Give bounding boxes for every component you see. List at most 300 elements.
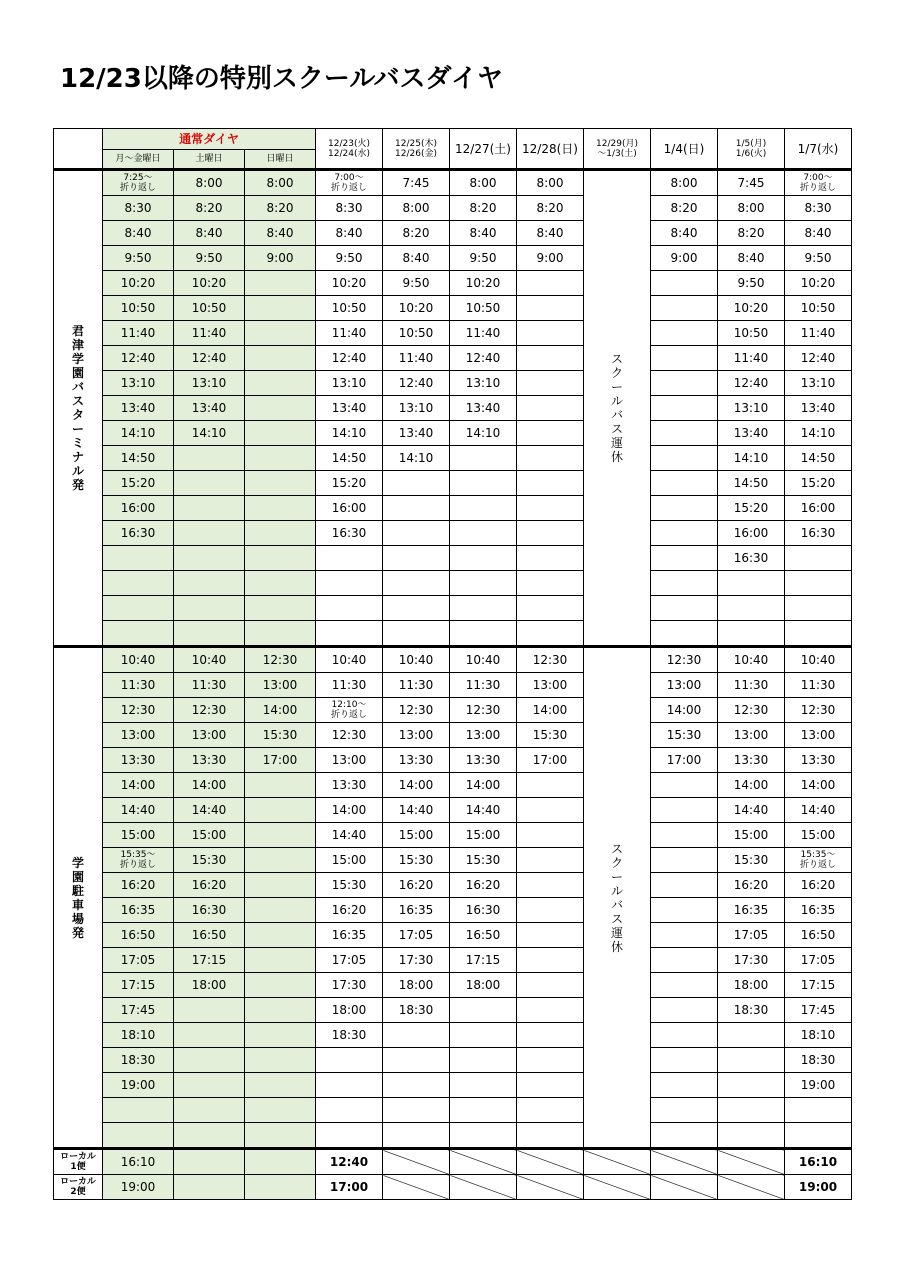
time-cell [718,621,785,647]
terminal-row [54,221,852,246]
time-cell: 13:10 [383,396,450,421]
time-cell: 13:00 [517,673,584,698]
time-cell: 12:30 [785,698,852,723]
time-cell: 13:10 [103,371,174,396]
terminal-row [54,396,852,421]
no-service-cell [383,1149,450,1175]
parking-row [54,823,852,848]
time-cell: 10:40 [316,647,383,673]
parking-row [54,698,852,723]
local-row [54,1149,852,1175]
time-cell: 8:00 [450,170,517,196]
time-cell [383,1023,450,1048]
time-cell [651,396,718,421]
time-cell [517,571,584,596]
time-cell: 16:50 [450,923,517,948]
time-cell: 16:35 [718,898,785,923]
parking-row [54,973,852,998]
time-cell [785,1123,852,1149]
time-cell [651,546,718,571]
time-cell: 14:50 [718,471,785,496]
time-cell [245,823,316,848]
terminal-row [54,296,852,321]
regular-day-header: 土曜日 [174,150,245,170]
time-cell [450,496,517,521]
time-cell: 15:20 [103,471,174,496]
time-cell [383,496,450,521]
time-cell: 11:30 [316,673,383,698]
time-cell: 15:20 [785,471,852,496]
parking-row [54,1098,852,1123]
time-cell: 8:00 [651,170,718,196]
time-cell [174,1048,245,1073]
no-service-cell [517,1175,584,1200]
time-cell: 16:30 [718,546,785,571]
time-cell [517,496,584,521]
terminal-row [54,371,852,396]
time-cell: 17:45 [785,998,852,1023]
date-header: 1/4(日) [651,129,718,170]
time-cell [517,923,584,948]
time-cell: 17:00 [517,748,584,773]
time-cell [651,1023,718,1048]
time-cell: 15:30 [245,723,316,748]
time-cell [383,621,450,647]
time-cell: 19:00 [785,1073,852,1098]
time-cell: 15:30 [450,848,517,873]
time-cell [245,848,316,873]
page-title: 12/23以降の特別スクールバスダイヤ [60,64,503,94]
time-cell: 17:05 [718,923,785,948]
time-cell [174,496,245,521]
time-cell: 16:30 [785,521,852,546]
parking-row [54,923,852,948]
terminal-row [54,196,852,221]
time-cell: 12:30 [651,647,718,673]
time-cell: 17:15 [103,973,174,998]
time-cell [517,898,584,923]
time-cell: 10:50 [718,321,785,346]
time-cell [517,873,584,898]
time-cell: 19:00 [103,1073,174,1098]
terminal-row [54,471,852,496]
time-cell: 17:05 [103,948,174,973]
time-cell: 13:40 [450,396,517,421]
time-cell: 16:20 [718,873,785,898]
time-cell [450,1098,517,1123]
time-cell [316,621,383,647]
time-cell [450,446,517,471]
time-cell [517,823,584,848]
no-service-cell [245,1149,316,1175]
time-cell [450,1048,517,1073]
time-cell: 13:30 [174,748,245,773]
time-cell: 18:30 [383,998,450,1023]
time-cell: 16:30 [450,898,517,923]
time-cell: 8:00 [174,170,245,196]
time-cell: 9:50 [785,246,852,271]
time-cell [383,471,450,496]
time-cell [103,546,174,571]
time-cell [517,446,584,471]
time-cell [174,1023,245,1048]
time-cell: 13:40 [383,421,450,446]
time-cell [651,421,718,446]
time-cell: 16:20 [174,873,245,898]
time-cell: 8:40 [450,221,517,246]
time-cell: 12:40 [383,371,450,396]
time-cell [383,521,450,546]
time-cell: 11:40 [383,346,450,371]
time-cell: 10:20 [103,271,174,296]
time-cell [651,371,718,396]
time-cell [174,446,245,471]
time-cell [245,773,316,798]
time-cell [383,571,450,596]
no-service-cell [584,1175,651,1200]
time-cell: 13:30 [450,748,517,773]
time-cell: 15:30 [651,723,718,748]
time-cell: 11:30 [174,673,245,698]
time-cell [718,1048,785,1073]
time-cell [245,371,316,396]
time-cell [517,1098,584,1123]
time-cell: 9:00 [651,246,718,271]
time-cell [383,1123,450,1149]
time-cell [450,621,517,647]
date-header [383,129,450,170]
time-cell: 14:40 [718,798,785,823]
time-cell: 18:00 [383,973,450,998]
time-cell [651,998,718,1023]
local-row [54,1175,852,1200]
time-cell [517,798,584,823]
time-cell: 8:20 [174,196,245,221]
time-cell: 11:30 [103,673,174,698]
terminal-row [54,446,852,471]
time-cell: 18:30 [316,1023,383,1048]
time-cell: 8:00 [245,170,316,196]
time-cell [383,1048,450,1073]
parking-row [54,1123,852,1149]
time-cell: 16:00 [718,521,785,546]
time-cell: 8:40 [316,221,383,246]
time-cell: 13:40 [316,396,383,421]
cell-text: 7:25～ 折り返し [119,173,156,193]
time-cell: 11:40 [450,321,517,346]
time-cell [718,1073,785,1098]
terminal-row [54,321,852,346]
parking-row [54,647,852,673]
time-cell [103,1123,174,1149]
local-label [54,1175,103,1200]
time-cell: 14:40 [316,823,383,848]
time-cell: 12:30 [517,647,584,673]
time-cell [174,1123,245,1149]
time-cell: 11:30 [450,673,517,698]
local-0107: 19:00 [785,1175,852,1200]
time-cell [517,973,584,998]
time-cell [245,1023,316,1048]
time-cell [450,571,517,596]
time-cell: 16:20 [103,873,174,898]
time-cell: 17:05 [316,948,383,973]
time-cell [651,446,718,471]
time-cell: 17:30 [316,973,383,998]
time-cell: 12:30 [450,698,517,723]
time-cell [174,998,245,1023]
time-cell: 14:40 [103,798,174,823]
time-cell [450,521,517,546]
cell-text: 1/5(月) 1/6(火) [735,138,767,159]
time-cell [245,321,316,346]
time-cell: 17:00 [245,748,316,773]
no-service-cell [174,1149,245,1175]
time-cell [316,170,383,196]
time-cell: 16:00 [785,496,852,521]
time-cell [651,1048,718,1073]
time-cell: 13:00 [174,723,245,748]
time-cell [517,1123,584,1149]
time-cell: 14:50 [785,446,852,471]
parking-row [54,723,852,748]
time-cell: 13:10 [174,371,245,396]
bus-timetable [53,128,852,1200]
time-cell: 15:30 [383,848,450,873]
time-cell: 14:00 [103,773,174,798]
time-cell: 8:40 [785,221,852,246]
time-cell: 9:50 [450,246,517,271]
time-cell [785,596,852,621]
header-row [54,129,852,150]
time-cell [383,546,450,571]
time-cell: 14:00 [517,698,584,723]
time-cell: 12:30 [174,698,245,723]
date-header: 12/27(土) [450,129,517,170]
time-cell: 12:30 [718,698,785,723]
time-cell: 17:15 [450,948,517,973]
time-cell: 14:40 [383,798,450,823]
time-cell [245,346,316,371]
time-cell: 16:30 [316,521,383,546]
time-cell [785,1098,852,1123]
time-cell [316,698,383,723]
parking-row [54,1023,852,1048]
local-1223: 17:00 [316,1175,383,1200]
no-service-cell [651,1175,718,1200]
time-cell: 8:40 [383,246,450,271]
time-cell [718,596,785,621]
time-cell [450,998,517,1023]
time-cell: 13:10 [718,396,785,421]
time-cell [103,621,174,647]
time-cell: 16:50 [785,923,852,948]
time-cell: 13:10 [316,371,383,396]
time-cell: 13:00 [245,673,316,698]
time-cell: 13:00 [316,748,383,773]
terminal-row [54,246,852,271]
time-cell: 14:10 [718,446,785,471]
time-cell: 15:20 [316,471,383,496]
parking-row [54,848,852,873]
parking-row [54,873,852,898]
time-cell: 13:00 [651,673,718,698]
time-cell: 12:40 [316,346,383,371]
time-cell [450,1073,517,1098]
date-header [584,129,651,170]
time-cell: 14:00 [651,698,718,723]
time-cell: 16:35 [383,898,450,923]
no-service-cell [718,1175,785,1200]
time-cell [174,596,245,621]
time-cell [651,346,718,371]
time-cell: 12:40 [103,346,174,371]
time-cell [174,546,245,571]
time-cell: 13:40 [785,396,852,421]
time-cell [245,496,316,521]
terminal-label [54,170,103,647]
time-cell [785,621,852,647]
time-cell: 16:50 [174,923,245,948]
time-cell: 8:20 [450,196,517,221]
time-cell: 11:40 [785,321,852,346]
time-cell: 15:30 [316,873,383,898]
time-cell: 8:40 [174,221,245,246]
time-cell: 14:00 [316,798,383,823]
time-cell [517,296,584,321]
time-cell [651,873,718,898]
terminal-row [54,546,852,571]
time-cell: 17:05 [785,948,852,973]
time-cell [316,546,383,571]
time-cell [517,346,584,371]
time-cell [517,396,584,421]
time-cell: 15:30 [174,848,245,873]
time-cell [245,471,316,496]
date-header [718,129,785,170]
time-cell: 8:40 [103,221,174,246]
time-cell [103,848,174,873]
cell-text: 12/29(月) ～1/3(土) [596,138,638,159]
cell-text: 12/23(火) 12/24(水) [328,138,370,159]
time-cell: 7:45 [383,170,450,196]
time-cell: 15:20 [718,496,785,521]
time-cell: 17:00 [651,748,718,773]
time-cell: 15:00 [785,823,852,848]
time-cell [245,1048,316,1073]
terminal-row [54,571,852,596]
time-cell: 16:30 [103,521,174,546]
time-cell: 16:20 [383,873,450,898]
time-cell [651,271,718,296]
time-cell: 15:00 [383,823,450,848]
time-cell: 9:00 [517,246,584,271]
time-cell: 10:20 [316,271,383,296]
time-cell [245,596,316,621]
time-cell: 15:30 [517,723,584,748]
cell-text: 7:00～ 折り返し [800,173,837,193]
time-cell: 11:30 [785,673,852,698]
time-cell: 8:30 [785,196,852,221]
regular-day-header: 月～金曜日 [103,150,174,170]
cell-text: ローカル 1便 [60,1152,96,1172]
time-cell: 18:00 [718,973,785,998]
time-cell [785,170,852,196]
time-cell: 11:40 [718,346,785,371]
time-cell: 10:40 [718,647,785,673]
time-cell [174,1098,245,1123]
time-cell [316,571,383,596]
no-service-cell [517,1149,584,1175]
time-cell [517,521,584,546]
time-cell [245,1123,316,1149]
time-cell: 14:10 [103,421,174,446]
time-cell [651,521,718,546]
no-service-cell [718,1149,785,1175]
time-cell: 10:50 [450,296,517,321]
service-suspended-cell [584,170,651,647]
no-service-cell [245,1175,316,1200]
time-cell [245,421,316,446]
time-cell [517,271,584,296]
time-cell [651,1073,718,1098]
section-label-text: 学園駐車場発 [71,855,84,940]
time-cell: 14:00 [174,773,245,798]
time-cell [450,471,517,496]
parking-row [54,898,852,923]
time-cell: 16:35 [316,923,383,948]
time-cell [517,471,584,496]
time-cell [316,1048,383,1073]
time-cell: 13:40 [103,396,174,421]
time-cell: 15:00 [718,823,785,848]
time-cell [651,1123,718,1149]
time-cell: 14:00 [718,773,785,798]
time-cell: 14:00 [785,773,852,798]
time-cell: 12:30 [245,647,316,673]
time-cell [651,621,718,647]
time-cell: 13:30 [103,748,174,773]
time-cell: 14:00 [450,773,517,798]
time-cell: 12:40 [174,346,245,371]
terminal-row [54,596,852,621]
time-cell [245,271,316,296]
time-cell: 7:45 [718,170,785,196]
date-header: 1/7(水) [785,129,852,170]
time-cell: 12:30 [103,698,174,723]
time-cell: 9:50 [316,246,383,271]
time-cell: 8:40 [517,221,584,246]
time-cell: 16:20 [450,873,517,898]
local-regular: 19:00 [103,1175,174,1200]
time-cell: 15:30 [718,848,785,873]
terminal-row [54,521,852,546]
time-cell: 10:50 [383,321,450,346]
time-cell: 11:40 [174,321,245,346]
time-cell [245,621,316,647]
time-cell: 9:50 [383,271,450,296]
time-cell [245,1073,316,1098]
time-cell: 10:50 [174,296,245,321]
time-cell [245,998,316,1023]
time-cell: 8:30 [316,196,383,221]
time-cell: 13:30 [718,748,785,773]
time-cell: 8:40 [245,221,316,246]
time-cell: 11:40 [103,321,174,346]
cell-text: 12/25(木) 12/26(金) [395,138,437,159]
time-cell [245,396,316,421]
time-cell: 16:50 [103,923,174,948]
